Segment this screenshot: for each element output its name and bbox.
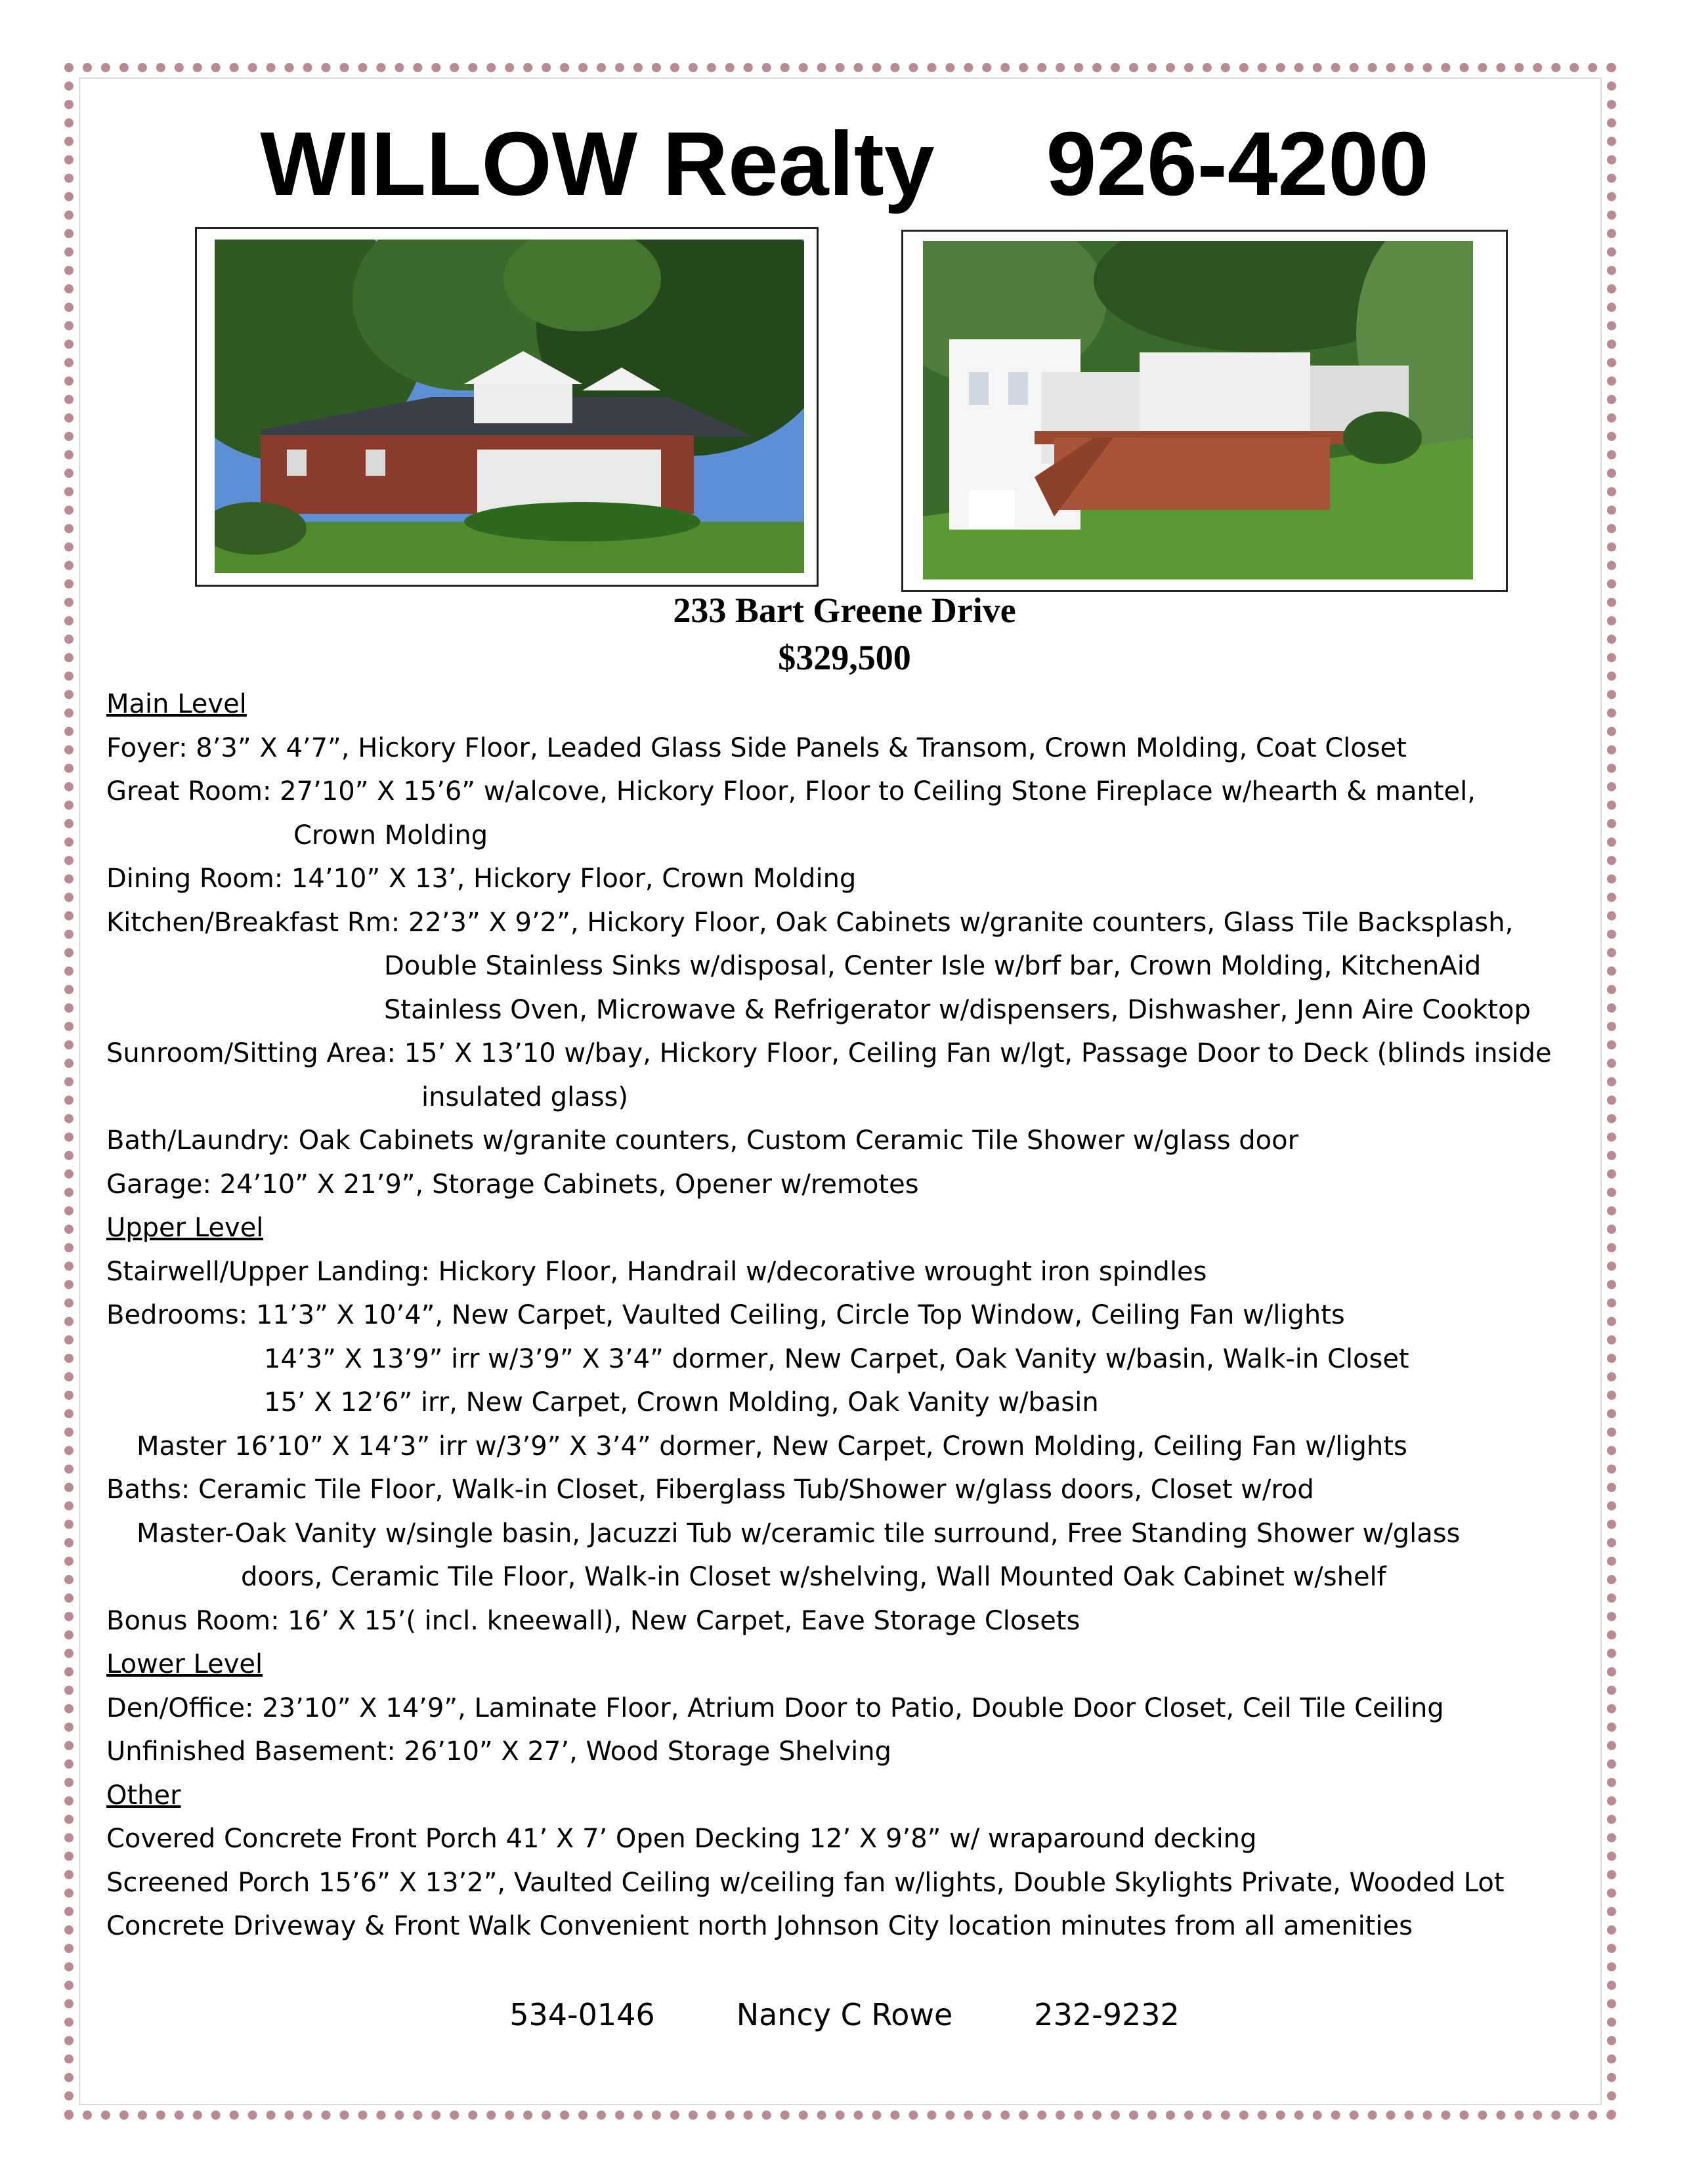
- detail-line: insulated glass): [421, 1082, 628, 1112]
- detail-line: Dining Room: 14’10” X 13’, Hickory Floor, Crown Molding: [106, 864, 857, 894]
- detail-line: Den/Office: 23’10” X 14’9”, Laminate Floor, Atrium Door to Patio, Double Door Closet, Ceil Tile Ceiling: [106, 1692, 1444, 1723]
- detail-line: Bonus Room: 16’ X 15’( incl. kneewall), New Carpet, Eave Storage Closets: [106, 1605, 1080, 1636]
- detail-line: Master-Oak Vanity w/single basin, Jacuzzi Tub w/ceramic tile surround, Free Standing Shower w/glass: [137, 1518, 1461, 1549]
- agent-name: Nancy C Rowe: [736, 1997, 953, 2032]
- detail-line: Unfinished Basement: 26’10” X 27’, Wood Storage Shelving: [106, 1736, 891, 1767]
- detail-line: 15’ X 12’6” irr, New Carpet, Crown Molding, Oak Vanity w/basin: [264, 1387, 1099, 1418]
- detail-line: Foyer: 8’3” X 4’7”, Hickory Floor, Leaded Glass Side Panels & Transom, Crown Molding, Coat Closet: [106, 732, 1407, 763]
- detail-line: Screened Porch 15’6” X 13’2”, Vaulted Ceiling w/ceiling fan w/lights, Double Skylights Private, Wooded Lot: [106, 1867, 1505, 1898]
- detail-line: Crown Molding: [293, 820, 488, 850]
- detail-line: Concrete Driveway & Front Walk Convenient north Johnson City location minutes from all amenities: [106, 1911, 1413, 1941]
- detail-line: Great Room: 27’10” X 15’6” w/alcove, Hickory Floor, Floor to Ceiling Stone Fireplace w/hearth & mantel,: [106, 776, 1476, 807]
- detail-line: Double Stainless Sinks w/disposal, Center Isle w/brf bar, Crown Molding, KitchenAid: [384, 951, 1482, 981]
- company-phone: 926-4200: [1046, 114, 1429, 215]
- detail-line: Kitchen/Breakfast Rm: 22’3” X 9’2”, Hickory Floor, Oak Cabinets w/granite counters, Glass Tile Backsplash,: [106, 907, 1514, 938]
- section-heading: Main Level: [106, 689, 247, 719]
- detail-line: Bedrooms: 11’3” X 10’4”, New Carpet, Vaulted Ceiling, Circle Top Window, Ceiling Fan w/lights: [106, 1300, 1345, 1330]
- detail-line: Stairwell/Upper Landing: Hickory Floor, Handrail w/decorative wrought iron spindles: [106, 1256, 1207, 1287]
- detail-line: doors, Ceramic Tile Floor, Walk-in Closet w/shelving, Wall Mounted Oak Cabinet w/shelf: [241, 1562, 1386, 1592]
- detail-line: Stainless Oven, Microwave & Refrigerator w/dispensers, Dishwasher, Jenn Aire Cooktop: [384, 994, 1531, 1025]
- property-price: $329,500: [778, 638, 911, 677]
- rear-exterior-photo: [923, 241, 1473, 579]
- header: [0, 112, 1689, 217]
- agent-phone-1: 534-0146: [509, 1997, 655, 2032]
- section-heading: Other: [106, 1780, 181, 1811]
- detail-line: 14’3” X 13’9” irr w/3’9” X 3’4” dormer, New Carpet, Oak Vanity w/basin, Walk-in Closet: [264, 1343, 1409, 1374]
- detail-line: Covered Concrete Front Porch 41’ X 7’ Open Decking 12’ X 9’8” w/ wraparound decking: [106, 1824, 1257, 1854]
- property-details: [106, 682, 1590, 1948]
- section-heading: Lower Level: [106, 1649, 263, 1679]
- front-exterior-photo: [215, 240, 804, 573]
- property-address: 233 Bart Greene Drive: [673, 591, 1016, 630]
- detail-line: Garage: 24’10” X 21’9”, Storage Cabinets, Opener w/remotes: [106, 1169, 919, 1200]
- detail-line: Master 16’10” X 14’3” irr w/3’9” X 3’4” dormer, New Carpet, Crown Molding, Ceiling Fan w/lights: [137, 1431, 1407, 1461]
- agent-phone-2: 232-9232: [1034, 1997, 1180, 2032]
- detail-line: Bath/Laundry: Oak Cabinets w/granite counters, Custom Ceramic Tile Shower w/glass door: [106, 1125, 1299, 1156]
- section-heading: Upper Level: [106, 1213, 264, 1243]
- contact-footer: [0, 1995, 1689, 2034]
- detail-line: Sunroom/Sitting Area: 15’ X 13’10 w/bay, Hickory Floor, Ceiling Fan w/lgt, Passage Door to Deck (blinds inside: [106, 1038, 1552, 1068]
- detail-line: Baths: Ceramic Tile Floor, Walk-in Closet, Fiberglass Tub/Shower w/glass doors, Closet w/rod: [106, 1475, 1314, 1505]
- company-name: WILLOW Realty: [260, 114, 935, 215]
